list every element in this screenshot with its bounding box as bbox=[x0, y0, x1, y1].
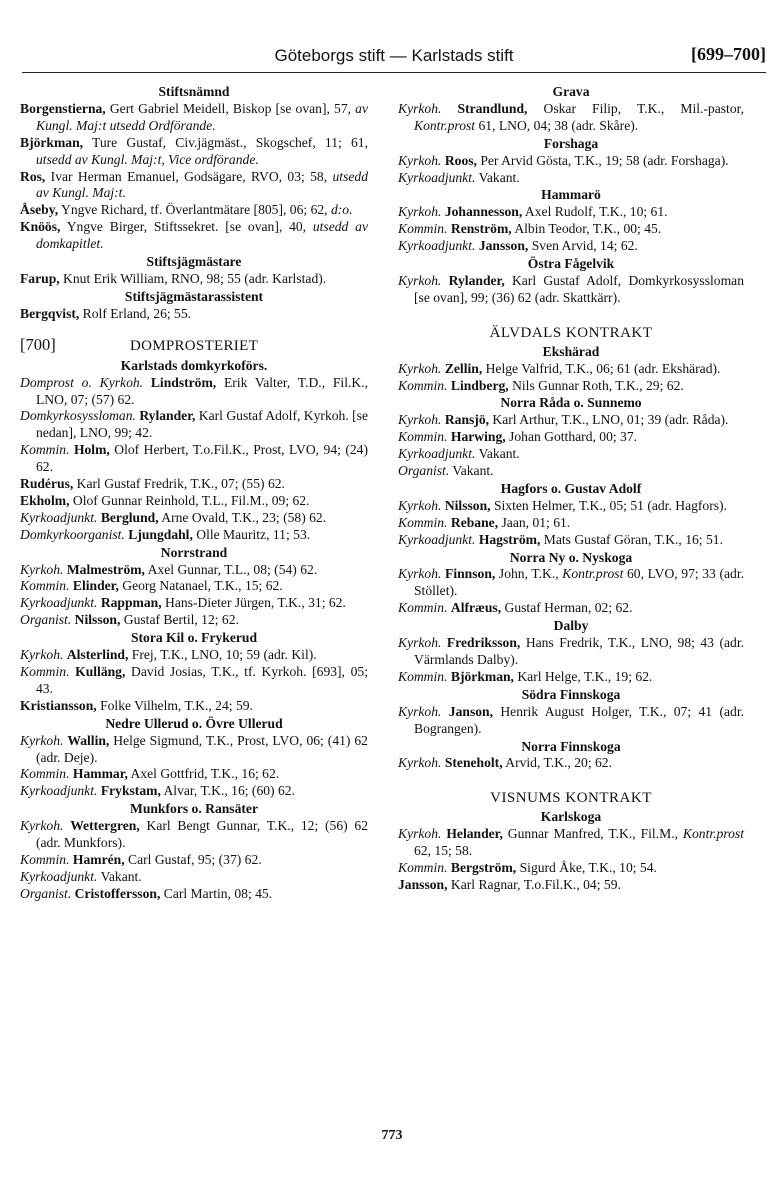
domprosteriet-entries bbox=[20, 375, 368, 544]
entry-name: Janson, bbox=[448, 703, 493, 719]
entry-details: 61, LNO, 04; 38 (adr. Skåre). bbox=[475, 117, 639, 133]
entry-details: Karl Gustaf Adolf, Kyrkoh. [se nedan], LNO, 99; 42. bbox=[36, 408, 368, 441]
entry-role: Kyrkoh. bbox=[398, 497, 442, 513]
entry-details: Johan Gotthard, 00; 37. bbox=[505, 429, 638, 445]
entry-details: Olof Gunnar Reinhold, T.L., Fil.M., 09; 62. bbox=[69, 492, 310, 508]
entry-role: Kommin. bbox=[398, 221, 448, 237]
entry-name: Berglund, bbox=[100, 509, 159, 525]
entry-name: Ros, bbox=[20, 168, 46, 184]
entry-name: Steneholt, bbox=[444, 755, 503, 771]
entry-details: Mats Gustaf Göran, T.K., 16; 51. bbox=[540, 531, 723, 547]
entry-name: Rebane, bbox=[450, 514, 499, 530]
entry-name: Bergström, bbox=[450, 859, 517, 875]
directory-entry bbox=[20, 408, 368, 442]
entry-details: Axel Gunnar, T.L., 08; (54) 62. bbox=[144, 561, 318, 577]
entry-details: Carl Martin, 08; 45. bbox=[160, 885, 273, 901]
section-heading: Forshaga bbox=[543, 135, 599, 151]
entry-role: Kommin. bbox=[20, 442, 70, 458]
entry-role: Domkyrkosyssloman. bbox=[20, 408, 136, 424]
section-heading: Stiftsjägmästarassistent bbox=[124, 288, 264, 304]
directory-entry bbox=[20, 219, 368, 253]
entry-details: Gustaf Herman, 02; 62. bbox=[501, 600, 633, 616]
entry-name: Jansson, bbox=[398, 876, 448, 892]
directory-entry bbox=[398, 669, 744, 686]
directory-entry bbox=[20, 664, 368, 698]
entry-name: Alsterlind, bbox=[66, 647, 129, 663]
munkfors-entries bbox=[20, 818, 368, 903]
entry-role: Kyrkoh. bbox=[398, 152, 442, 168]
directory-entry bbox=[398, 273, 744, 307]
entry-name: Åseby, bbox=[20, 202, 59, 218]
entry-role: Kommin. bbox=[398, 668, 448, 684]
entry-name: Nilsson, bbox=[74, 612, 121, 628]
directory-entry bbox=[398, 566, 744, 600]
directory-entry bbox=[20, 612, 368, 629]
directory-entry bbox=[20, 169, 368, 203]
section-heading: Norra Ny o. Nyskoga bbox=[509, 549, 633, 565]
entry-name: Borgenstierna, bbox=[20, 100, 106, 116]
entry-role: Kommin. bbox=[398, 859, 448, 875]
directory-entry bbox=[398, 170, 744, 187]
entry-details: 62, 15; 58. bbox=[414, 843, 473, 859]
norrafinnskoga-entries bbox=[398, 755, 744, 772]
entry-role: Kyrkoh. bbox=[398, 703, 442, 719]
entry-details: Per Arvid Gösta, T.K., 19; 58 (adr. Forshaga). bbox=[476, 152, 729, 168]
section-heading: Norra Råda o. Sunnemo bbox=[500, 395, 642, 411]
norraraada-entries bbox=[398, 412, 744, 480]
entry-details: Gert Gabriel Meidell, Biskop [se ovan], 57, bbox=[105, 100, 356, 116]
entry-details: Helge Sigmund, T.K., Prost, LVO, 06; (41) 62 (adr. Deje). bbox=[36, 732, 368, 765]
directory-entry bbox=[20, 271, 368, 288]
prosteri-heading: DOMPROSTERIET bbox=[129, 337, 259, 354]
entry-name: Hammar, bbox=[72, 766, 128, 782]
entry-details: Hans-Dieter Jürgen, T.K., 31; 62. bbox=[161, 595, 346, 611]
entry-details: Olle Mauritz, 11; 53. bbox=[192, 526, 311, 542]
section-heading: Munkfors o. Ransäter bbox=[129, 801, 258, 817]
page-range: [699–700] bbox=[691, 44, 766, 64]
ostrafagelvik-entries bbox=[398, 273, 744, 307]
entry-role: Kommin. bbox=[20, 578, 70, 594]
entry-name: Elinder, bbox=[72, 578, 119, 594]
entry-details: Erik Valter, T.D., Fil.K., LNO, 07; (57) 62. bbox=[36, 374, 368, 407]
entry-name: Knöös, bbox=[20, 219, 61, 235]
entry-role: Kyrkoh. bbox=[398, 360, 442, 376]
entry-note: utsedd av domkapitlet. bbox=[36, 219, 368, 252]
entry-details: Nils Gunnar Roth, T.K., 29; 62. bbox=[508, 377, 684, 393]
entry-name: Alfræus, bbox=[450, 600, 502, 616]
entry-role: Kyrkoh. bbox=[398, 826, 442, 842]
jagmastare-entries bbox=[20, 271, 368, 288]
norrany-entries bbox=[398, 566, 744, 617]
directory-entry bbox=[398, 412, 744, 429]
kontrakt-heading: VISNUMS KONTRAKT bbox=[490, 790, 652, 807]
entry-role: Kommin. bbox=[398, 514, 448, 530]
entry-role: Kommin. bbox=[20, 851, 70, 867]
entry-name: Ekholm, bbox=[20, 492, 70, 508]
directory-entry bbox=[398, 635, 744, 669]
entry-name: Fredriksson, bbox=[446, 635, 521, 651]
entry-role: Kommin. bbox=[398, 377, 448, 393]
section-heading: Hammarö bbox=[541, 187, 601, 203]
stiftsnamnd-entries bbox=[20, 101, 368, 253]
entry-details: Albin Teodor, T.K., 00; 45. bbox=[511, 221, 662, 237]
entry-role: Organist. bbox=[20, 885, 72, 901]
entry-details: Karl Bengt Gunnar, T.K., 12; (56) 62 (adr. Munkfors). bbox=[36, 818, 368, 851]
entry-details: Henrik August Holger, T.K., 07; 41 (adr. Bograngen). bbox=[414, 703, 744, 736]
entry-name: Nilsson, bbox=[444, 497, 491, 513]
kontrakt-heading: ÄLVDALS KONTRAKT bbox=[489, 324, 653, 341]
entry-details: Yngve Birger, Stiftssekret. [se ovan], 40, bbox=[60, 219, 313, 235]
directory-entry bbox=[398, 238, 744, 255]
section-heading: Norra Finnskoga bbox=[521, 738, 621, 754]
entry-details: Vakant. bbox=[100, 868, 142, 884]
page-ref: [700] bbox=[20, 334, 56, 354]
directory-entry bbox=[398, 515, 744, 532]
directory-entry bbox=[20, 698, 368, 715]
directory-entry bbox=[398, 600, 744, 617]
running-title: Göteborgs stift — Karlstads stift bbox=[274, 46, 514, 65]
entry-note: utsedd av Kungl. Maj:t, Vice ordförande. bbox=[36, 151, 259, 167]
entry-name: Rylander, bbox=[448, 272, 505, 288]
directory-entry bbox=[398, 361, 744, 378]
entry-details: Karl Arthur, T.K., LNO, 01; 39 (adr. Råda). bbox=[489, 412, 729, 428]
entry-role: Kyrkoh. bbox=[20, 647, 64, 663]
page-number: 773 bbox=[381, 1128, 403, 1143]
entry-note: utsedd av Kungl. Maj:t. bbox=[36, 168, 368, 201]
entry-details: Rolf Erland, 26; 55. bbox=[79, 305, 192, 321]
entry-name: Rylander, bbox=[139, 408, 196, 424]
directory-entry bbox=[20, 442, 368, 476]
entry-name: Harwing, bbox=[450, 429, 506, 445]
entry-name: Lindström, bbox=[150, 374, 217, 390]
nedreullerud-entries bbox=[20, 733, 368, 801]
entry-role: Kyrkoadjunkt. bbox=[398, 169, 476, 185]
entry-role: Kommin. bbox=[398, 600, 448, 616]
directory-entry bbox=[398, 378, 744, 395]
entry-note: av Kungl. Maj:t utsedd Ordförande. bbox=[36, 100, 368, 133]
directory-entry bbox=[20, 733, 368, 767]
sodrafinnskoga-entries bbox=[398, 704, 744, 738]
entry-details: Karl Gustaf Adolf, Domkyrkosyssloman [se ovan], 99; (36) 62 (adr. Skattkärr). bbox=[414, 272, 744, 305]
entry-name: Hagström, bbox=[478, 531, 541, 547]
section-heading: Södra Finnskoga bbox=[521, 686, 621, 702]
directory-entry bbox=[398, 204, 744, 221]
norrstrand-entries bbox=[20, 562, 368, 630]
entry-name: Björkman, bbox=[450, 668, 514, 684]
left-column bbox=[20, 84, 368, 903]
section-heading: Stiftsjägmästare bbox=[146, 254, 242, 270]
entry-name: Holm, bbox=[73, 442, 110, 458]
directory-entry bbox=[20, 101, 368, 135]
entry-name: Wettergren, bbox=[70, 818, 140, 834]
entry-role: Kyrkoadjunkt. bbox=[20, 868, 98, 884]
entry-name: Rappman, bbox=[100, 595, 162, 611]
entry-role: Kyrkoh. bbox=[20, 732, 64, 748]
entry-name: Finnson, bbox=[445, 566, 496, 582]
entry-name: Rudérus, bbox=[20, 476, 74, 492]
entry-name: Frykstam, bbox=[100, 783, 161, 799]
entry-details: Vakant. bbox=[478, 446, 520, 462]
entry-details: Knut Erik William, RNO, 98; 55 (adr. Karlstad). bbox=[59, 270, 327, 286]
entry-details: Karl Ragnar, T.o.Fil.K., 04; 59. bbox=[447, 876, 621, 892]
entry-name: Zellin, bbox=[444, 360, 483, 376]
section-heading: Stora Kil o. Frykerud bbox=[130, 630, 258, 646]
section-heading: Ekshärad bbox=[542, 343, 600, 359]
entry-details: Frej, T.K., LNO, 10; 59 (adr. Kil). bbox=[128, 647, 317, 663]
entry-role: Kyrkoh. bbox=[398, 100, 442, 116]
directory-entry bbox=[20, 202, 368, 219]
directory-entry bbox=[20, 375, 368, 409]
hammaro-entries bbox=[398, 204, 744, 255]
storakil-entries bbox=[20, 647, 368, 715]
entry-note: Kontr.prost bbox=[682, 826, 744, 842]
entry-name: Ljungdahl, bbox=[128, 526, 193, 542]
ekscharad-entries bbox=[398, 361, 744, 395]
directory-entry bbox=[20, 886, 368, 903]
entry-name: Björkman, bbox=[20, 134, 84, 150]
entry-name: Malmeström, bbox=[66, 561, 145, 577]
entry-name: Johannesson, bbox=[444, 204, 523, 220]
entry-details: Ture Gustaf, Civ.jägmäst., Skogschef, 11; 61, bbox=[83, 134, 368, 150]
right-column bbox=[398, 84, 744, 894]
entry-name: Lindberg, bbox=[450, 377, 509, 393]
page-header bbox=[22, 44, 766, 68]
entry-role: Organist. bbox=[20, 612, 72, 628]
entry-role: Domprost o. Kyrkoh. bbox=[20, 374, 144, 390]
entry-name: Renström, bbox=[450, 221, 512, 237]
entry-name: Strandlund, bbox=[457, 100, 528, 116]
section-heading: Nedre Ullerud o. Övre Ullerud bbox=[105, 715, 283, 731]
entry-details: John, T.K., bbox=[495, 566, 563, 582]
entry-role: Kyrkoadjunkt. bbox=[20, 595, 98, 611]
entry-role: Domkyrkoorganist. bbox=[20, 526, 125, 542]
entry-note: d:o. bbox=[330, 202, 353, 218]
section-heading: Östra Fågelvik bbox=[527, 256, 615, 272]
entry-role: Kommin. bbox=[20, 766, 70, 782]
directory-entry bbox=[398, 826, 744, 860]
entry-role: Kyrkoh. bbox=[398, 412, 442, 428]
entry-role: Kommin. bbox=[20, 664, 70, 679]
domprosteriet-header bbox=[20, 334, 368, 357]
entry-details: Olof Herbert, T.o.Fil.K., Prost, LVO, 94; (24) 62. bbox=[36, 442, 368, 475]
entry-details: Yngve Richard, tf. Överlantmätare [805], 06; 62, bbox=[58, 202, 331, 218]
karlskoga-entries bbox=[398, 826, 744, 894]
directory-entry bbox=[398, 755, 744, 772]
entry-name: Wallin, bbox=[67, 732, 110, 748]
entry-details: Oskar Filip, T.K., Mil.-pastor, bbox=[527, 100, 744, 116]
directory-entry bbox=[398, 532, 744, 549]
directory-entry bbox=[20, 647, 368, 664]
entry-details: Sixten Helmer, T.K., 05; 51 (adr. Hagfors). bbox=[490, 497, 727, 513]
entry-role: Kyrkoadjunkt. bbox=[20, 509, 98, 525]
section-heading: Karlskoga bbox=[540, 809, 602, 825]
hagfors-entries bbox=[398, 498, 744, 549]
entry-note: Kontr.prost bbox=[414, 117, 476, 133]
entry-details: David Josias, T.K., tf. Kyrkoh. [693], 05; 43. bbox=[36, 664, 368, 696]
section-heading: Norrstrand bbox=[160, 544, 228, 560]
section-heading: Hagfors o. Gustav Adolf bbox=[500, 480, 642, 496]
entry-details: Jaan, 01; 61. bbox=[498, 514, 571, 530]
entry-role: Kommin. bbox=[398, 429, 448, 445]
directory-entry bbox=[20, 578, 368, 595]
header-rule bbox=[22, 72, 766, 73]
entry-details: Helge Valfrid, T.K., 06; 61 (adr. Ekshärad). bbox=[482, 360, 721, 376]
entry-details: Alvar, T.K., 16; (60) 62. bbox=[160, 783, 295, 799]
directory-entry bbox=[398, 446, 744, 463]
directory-entry bbox=[398, 877, 744, 894]
entry-name: Farup, bbox=[20, 270, 60, 286]
entry-details: Vakant. bbox=[452, 463, 494, 479]
directory-entry bbox=[20, 306, 368, 323]
directory-entry bbox=[398, 153, 744, 170]
directory-entry bbox=[20, 852, 368, 869]
entry-role: Kyrkoh. bbox=[20, 818, 64, 834]
directory-entry bbox=[20, 562, 368, 579]
entry-name: Roos, bbox=[444, 152, 477, 168]
entry-role: Kyrkoh. bbox=[20, 561, 64, 577]
directory-entry bbox=[20, 493, 368, 510]
entry-name: Helander, bbox=[446, 826, 503, 842]
directory-entry bbox=[20, 818, 368, 852]
entry-role: Kyrkoh. bbox=[398, 272, 442, 288]
dalby-entries bbox=[398, 635, 744, 686]
entry-role: Kyrkoadjunkt. bbox=[398, 531, 476, 547]
section-heading: Grava bbox=[552, 84, 590, 99]
section-heading: Dalby bbox=[553, 618, 589, 634]
entry-details: Karl Helge, T.K., 19; 62. bbox=[513, 668, 653, 684]
forshaga-entries bbox=[398, 153, 744, 187]
directory-entry bbox=[398, 221, 744, 238]
section-heading: Stiftsnämnd bbox=[158, 84, 230, 99]
entry-name: Bergqvist, bbox=[20, 305, 80, 321]
entry-details: Karl Gustaf Fredrik, T.K., 07; (55) 62. bbox=[73, 476, 285, 492]
section-heading: Karlstads domkyrkoförs. bbox=[120, 357, 268, 373]
directory-entry bbox=[20, 783, 368, 800]
directory-entry bbox=[398, 860, 744, 877]
entry-details: Sigurd Åke, T.K., 10; 54. bbox=[516, 859, 657, 875]
directory-entry bbox=[20, 527, 368, 544]
directory-entry bbox=[20, 595, 368, 612]
jagassistent-entries bbox=[20, 306, 368, 323]
entry-note: Kontr.prost bbox=[562, 566, 624, 582]
directory-entry bbox=[20, 510, 368, 527]
directory-entry bbox=[398, 101, 744, 135]
entry-role: Kyrkoh. bbox=[398, 755, 442, 771]
directory-entry bbox=[398, 704, 744, 738]
entry-details: Hans Fredrik, T.K., LNO, 98; 43 (adr. Värmlands Dalby). bbox=[414, 635, 744, 667]
entry-role: Kyrkoadjunkt. bbox=[398, 446, 476, 462]
entry-name: Kristiansson, bbox=[20, 697, 97, 713]
entry-name: Ransjö, bbox=[444, 412, 490, 428]
entry-details: Gunnar Manfred, T.K., Fil.M., bbox=[502, 826, 683, 842]
entry-details: Axel Rudolf, T.K., 10; 61. bbox=[522, 204, 668, 220]
entry-role: Kyrkoadjunkt. bbox=[20, 783, 98, 799]
entry-role: Kyrkoh. bbox=[398, 566, 442, 582]
entry-role: Kyrkoh. bbox=[398, 204, 442, 220]
entry-details: Arne Ovald, T.K., 23; (58) 62. bbox=[158, 509, 327, 525]
grava-entries bbox=[398, 101, 744, 135]
entry-name: Kulläng, bbox=[75, 664, 126, 679]
directory-entry bbox=[20, 476, 368, 493]
entry-details: Carl Gustaf, 95; (37) 62. bbox=[124, 851, 262, 867]
entry-details: Sven Arvid, 14; 62. bbox=[528, 238, 638, 254]
directory-entry bbox=[20, 869, 368, 886]
entry-details: Gustaf Bertil, 12; 62. bbox=[120, 612, 239, 628]
entry-name: Jansson, bbox=[478, 238, 529, 254]
directory-entry bbox=[20, 135, 368, 169]
entry-details: Georg Natanael, T.K., 15; 62. bbox=[118, 578, 283, 594]
directory-entry bbox=[398, 498, 744, 515]
entry-name: Cristoffersson, bbox=[74, 885, 161, 901]
entry-details: Vakant. bbox=[478, 169, 520, 185]
entry-name: Hamrén, bbox=[72, 851, 125, 867]
entry-role: Kyrkoadjunkt. bbox=[398, 238, 476, 254]
directory-entry bbox=[20, 766, 368, 783]
entry-role: Organist. bbox=[398, 463, 450, 479]
entry-role: Kyrkoh. bbox=[398, 635, 442, 651]
entry-details: Ivar Herman Emanuel, Godsägare, RVO, 03; 58, bbox=[45, 168, 333, 184]
entry-details: Axel Gottfrid, T.K., 16; 62. bbox=[127, 766, 280, 782]
entry-details: Folke Vilhelm, T.K., 24; 59. bbox=[96, 697, 253, 713]
entry-details: Arvid, T.K., 20; 62. bbox=[502, 755, 612, 771]
directory-entry bbox=[398, 429, 744, 446]
entry-details: 60, LVO, 97; 33 (adr. Stöllet). bbox=[414, 566, 744, 599]
directory-entry bbox=[398, 463, 744, 480]
